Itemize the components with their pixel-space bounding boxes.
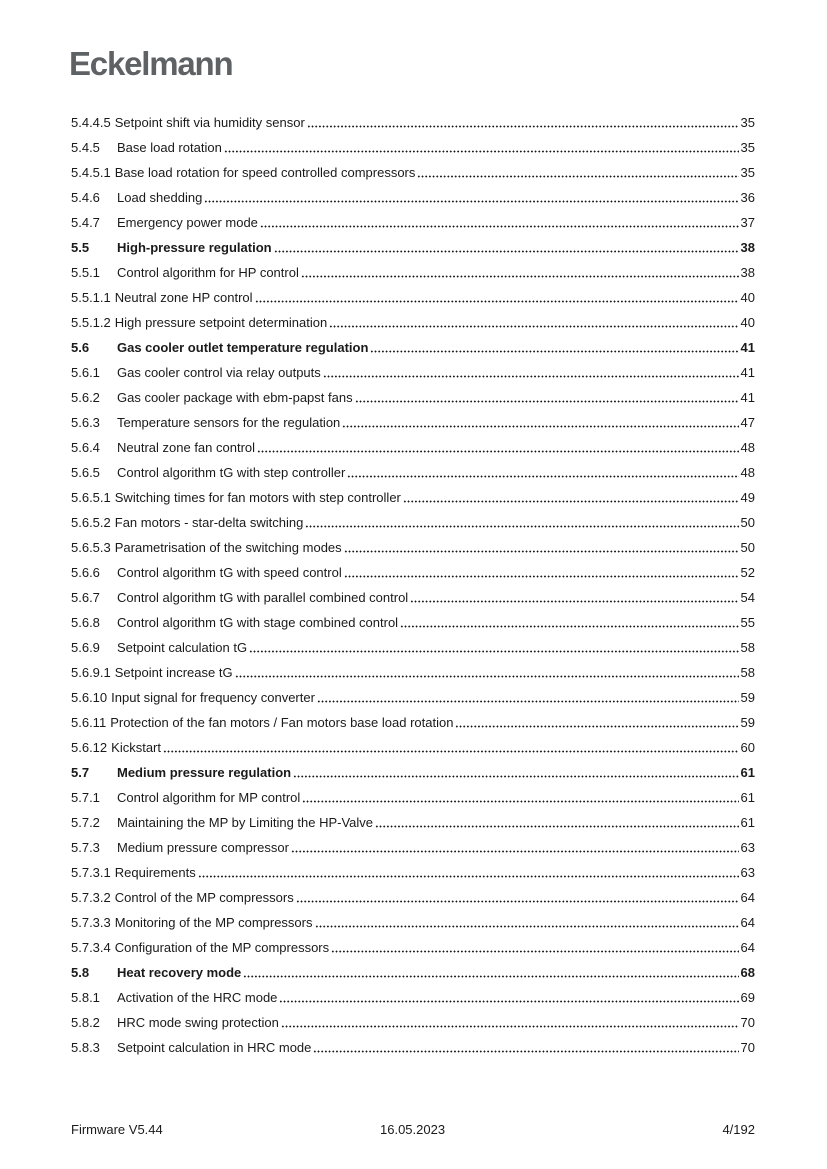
toc-entry-number: 5.5.1 — [71, 264, 100, 280]
toc-entry-page: 38 — [740, 239, 755, 255]
toc-entry-number: 5.7.3.2 — [71, 889, 111, 905]
toc-entry-title: Fan motors - star-delta switching — [114, 514, 304, 530]
toc-entry-number: 5.6.12 — [71, 739, 108, 755]
toc-entry-page: 70 — [740, 1039, 755, 1055]
toc-entry[interactable] — [71, 185, 755, 210]
dot-leader — [224, 150, 739, 153]
toc-entry-title: Load shedding — [117, 189, 203, 205]
toc-entry[interactable] — [71, 685, 755, 710]
toc-entry-page: 61 — [740, 764, 755, 780]
toc-entry-page: 54 — [740, 589, 755, 605]
toc-entry-page: 37 — [740, 214, 755, 230]
toc-entry[interactable] — [71, 135, 755, 160]
toc-entry-number: 5.6.9 — [71, 639, 100, 655]
toc-entry-page: 58 — [740, 664, 755, 680]
toc-entry[interactable] — [71, 935, 755, 960]
toc-entry-number: 5.6.5 — [71, 464, 100, 480]
toc-entry[interactable] — [71, 110, 755, 135]
toc-entry-title: Protection of the fan motors / Fan motors base load rotation — [110, 714, 454, 730]
toc-entry-number: 5.8.3 — [71, 1039, 100, 1055]
toc-entry-title: Control algorithm for MP control — [117, 789, 301, 805]
toc-entry-page: 58 — [740, 639, 755, 655]
dot-leader — [400, 625, 738, 628]
toc-entry-title: Heat recovery mode — [117, 964, 242, 980]
toc-entry[interactable] — [71, 585, 755, 610]
dot-leader — [417, 175, 738, 178]
toc-entry[interactable] — [71, 460, 755, 485]
dot-leader — [274, 250, 739, 253]
toc-entry[interactable] — [71, 435, 755, 460]
toc-entry-page: 61 — [740, 814, 755, 830]
toc-entry-title: Neutral zone HP control — [114, 289, 253, 305]
dot-leader — [323, 375, 739, 378]
toc-entry[interactable] — [71, 835, 755, 860]
dot-leader — [204, 200, 738, 203]
dot-leader — [344, 575, 739, 578]
toc-entry[interactable] — [71, 860, 755, 885]
toc-entry-title: Control algorithm tG with stage combined control — [117, 614, 399, 630]
toc-entry-page: 47 — [740, 414, 755, 430]
dot-leader — [249, 650, 738, 653]
toc-entry-title: Maintaining the MP by Limiting the HP-Valve — [117, 814, 374, 830]
toc-entry-title: Parametrisation of the switching modes — [114, 539, 342, 555]
toc-entry-page: 50 — [740, 514, 755, 530]
toc-entry-number: 5.7.3 — [71, 839, 100, 855]
toc-entry-title: Control algorithm tG with parallel combined control — [117, 589, 409, 605]
toc-entry-number: 5.4.5 — [71, 139, 100, 155]
dot-leader — [257, 450, 739, 453]
dot-leader — [315, 925, 739, 928]
toc-entry-page: 35 — [740, 164, 755, 180]
toc-entry-number: 5.6.5.2 — [71, 514, 111, 530]
toc-entry-title: Control algorithm for HP control — [117, 264, 299, 280]
toc-entry-page: 52 — [740, 564, 755, 580]
toc-entry-page: 50 — [740, 539, 755, 555]
toc-entry-page: 41 — [740, 339, 755, 355]
toc-entry[interactable] — [71, 985, 755, 1010]
toc-entry[interactable] — [71, 385, 755, 410]
toc-entry-title: Neutral zone fan control — [117, 439, 256, 455]
toc-entry-title: Base load rotation — [117, 139, 222, 155]
toc-entry-title: Gas cooler outlet temperature regulation — [117, 339, 369, 355]
toc-entry-page: 38 — [740, 264, 755, 280]
toc-entry[interactable] — [71, 510, 755, 535]
toc-entry-page: 59 — [740, 714, 755, 730]
dot-leader — [279, 1000, 738, 1003]
dot-leader — [302, 800, 738, 803]
toc-entry[interactable] — [71, 485, 755, 510]
toc-entry[interactable] — [71, 360, 755, 385]
toc-entry[interactable] — [71, 560, 755, 585]
dot-leader — [260, 225, 739, 228]
toc-entry-page: 61 — [740, 789, 755, 805]
toc-entry-title: Medium pressure compressor — [117, 839, 289, 855]
toc-entry-title: Monitoring of the MP compressors — [114, 914, 313, 930]
toc-entry-number: 5.6.3 — [71, 414, 100, 430]
dot-leader — [375, 825, 738, 828]
toc-entry-page: 69 — [740, 989, 755, 1005]
toc-entry-number: 5.8.1 — [71, 989, 100, 1005]
toc-entry-page: 35 — [740, 114, 755, 130]
toc-entry-number: 5.7.3.1 — [71, 864, 111, 880]
toc-entry[interactable] — [71, 785, 755, 810]
toc-entry-number: 5.4.4.5 — [71, 114, 111, 130]
toc-entry[interactable] — [71, 960, 755, 985]
toc-entry-number: 5.6.10 — [71, 689, 108, 705]
toc-entry-page: 64 — [740, 914, 755, 930]
toc-entry-page: 36 — [740, 189, 755, 205]
dot-leader — [331, 950, 738, 953]
dot-leader — [235, 675, 739, 678]
toc-entry-title: Control algorithm tG with step controller — [117, 464, 346, 480]
toc-entry-title: HRC mode swing protection — [117, 1014, 279, 1030]
toc-entry[interactable] — [71, 635, 755, 660]
toc-entry-number: 5.5.1.1 — [71, 289, 111, 305]
dot-leader — [198, 875, 739, 878]
toc-entry-title: Setpoint shift via humidity sensor — [114, 114, 305, 130]
toc-entry-title: Gas cooler control via relay outputs — [117, 364, 321, 380]
toc-entry-page: 40 — [740, 289, 755, 305]
toc-entry-number: 5.5 — [71, 239, 90, 255]
dot-leader — [410, 600, 738, 603]
dot-leader — [281, 1025, 739, 1028]
toc-entry-page: 70 — [740, 1014, 755, 1030]
toc-entry[interactable] — [71, 285, 755, 310]
toc-entry-page: 41 — [740, 364, 755, 380]
dot-leader — [329, 325, 738, 328]
dot-leader — [344, 550, 739, 553]
toc-entry-page: 35 — [740, 139, 755, 155]
dot-leader — [313, 1050, 738, 1053]
toc-entry-page: 63 — [740, 864, 755, 880]
toc-entry[interactable] — [71, 710, 755, 735]
toc-entry-page: 63 — [740, 839, 755, 855]
toc-entry-title: Medium pressure regulation — [117, 764, 292, 780]
toc-entry-title: Activation of the HRC mode — [117, 989, 278, 1005]
toc-entry[interactable] — [71, 310, 755, 335]
toc-entry-number: 5.4.6 — [71, 189, 100, 205]
toc-entry[interactable] — [71, 1010, 755, 1035]
dot-leader — [243, 975, 738, 978]
toc-entry-number: 5.6.4 — [71, 439, 100, 455]
toc-entry-number: 5.6.7 — [71, 589, 100, 605]
toc-entry-title: Configuration of the MP compressors — [114, 939, 330, 955]
toc-entry-page: 64 — [740, 889, 755, 905]
dot-leader — [296, 900, 739, 903]
toc-entry[interactable] — [71, 410, 755, 435]
toc-entry-number: 5.5.1.2 — [71, 314, 111, 330]
toc-entry-title: Switching times for fan motors with step controller — [114, 489, 401, 505]
toc-entry-page: 60 — [740, 739, 755, 755]
dot-leader — [355, 400, 739, 403]
toc-entry-number: 5.7.3.3 — [71, 914, 111, 930]
toc-entry-page: 40 — [740, 314, 755, 330]
toc-entry-title: Setpoint increase tG — [114, 664, 233, 680]
dot-leader — [342, 425, 738, 428]
toc-entry[interactable] — [71, 535, 755, 560]
toc-entry-number: 5.6.11 — [71, 714, 107, 730]
toc-entry-title: Kickstart — [111, 739, 161, 755]
toc-entry-page: 48 — [740, 464, 755, 480]
toc-entry[interactable] — [71, 885, 755, 910]
toc-entry-page: 64 — [740, 939, 755, 955]
toc-entry[interactable] — [71, 910, 755, 935]
toc-entry-number: 5.7.3.4 — [71, 939, 111, 955]
toc-entry[interactable] — [71, 335, 755, 360]
toc-entry[interactable] — [71, 235, 755, 260]
toc-entry-number: 5.7.1 — [71, 789, 100, 805]
dot-leader — [307, 125, 739, 128]
toc-entry-number: 5.6.5.1 — [71, 489, 111, 505]
toc-entry[interactable] — [71, 610, 755, 635]
dot-leader — [317, 700, 739, 703]
toc-entry-page: 41 — [740, 389, 755, 405]
toc-entry-number: 5.6.6 — [71, 564, 100, 580]
toc-entry-number: 5.4.7 — [71, 214, 100, 230]
toc-entry-number: 5.7 — [71, 764, 90, 780]
toc-entry-page: 48 — [740, 439, 755, 455]
toc-entry[interactable] — [71, 760, 755, 785]
dot-leader — [291, 850, 739, 853]
toc-entry[interactable] — [71, 210, 755, 235]
toc-entry[interactable] — [71, 810, 755, 835]
toc-entry-page: 49 — [740, 489, 755, 505]
toc-entry-page: 59 — [740, 689, 755, 705]
toc-entry[interactable] — [71, 160, 755, 185]
toc-entry[interactable] — [71, 260, 755, 285]
dot-leader — [305, 525, 738, 528]
dot-leader — [163, 750, 739, 753]
eckelmann-logo: Eckelmann — [69, 45, 233, 82]
toc-entry-title: High pressure setpoint determination — [114, 314, 328, 330]
toc-entry-title: Base load rotation for speed controlled compressors — [114, 164, 416, 180]
toc-entry-title: Control algorithm tG with speed control — [117, 564, 342, 580]
footer-page-number: 4/192 — [722, 1122, 755, 1137]
toc-entry-number: 5.6.1 — [71, 364, 100, 380]
toc-entry-number: 5.8.2 — [71, 1014, 100, 1030]
footer-firmware: Firmware V5.44 — [71, 1122, 163, 1137]
toc-entry-number: 5.8 — [71, 964, 90, 980]
toc-entry-number: 5.6.2 — [71, 389, 100, 405]
dot-leader — [293, 775, 738, 778]
toc-entry-title: Setpoint calculation tG — [117, 639, 248, 655]
toc-entry-title: Gas cooler package with ebm-papst fans — [117, 389, 353, 405]
toc-entry-number: 5.6.8 — [71, 614, 100, 630]
toc-entry-number: 5.7.2 — [71, 814, 100, 830]
toc-entry[interactable] — [71, 1035, 755, 1060]
toc-entry-title: Requirements — [114, 864, 196, 880]
dot-leader — [255, 300, 739, 303]
toc-entry-page: 55 — [740, 614, 755, 630]
toc-entry-number: 5.6.5.3 — [71, 539, 111, 555]
table-of-contents — [71, 110, 755, 1060]
toc-entry-title: Control of the MP compressors — [114, 889, 294, 905]
toc-entry-title: High-pressure regulation — [117, 239, 272, 255]
toc-entry-number: 5.6 — [71, 339, 90, 355]
toc-entry-number: 5.6.9.1 — [71, 664, 111, 680]
footer-date: 16.05.2023 — [380, 1122, 446, 1137]
dot-leader — [403, 500, 739, 503]
toc-entry-title: Emergency power mode — [117, 214, 258, 230]
dot-leader — [347, 475, 738, 478]
dot-leader — [301, 275, 739, 278]
dot-leader — [455, 725, 738, 728]
dot-leader — [370, 350, 738, 353]
toc-entry-title: Temperature sensors for the regulation — [117, 414, 341, 430]
toc-entry-title: Setpoint calculation in HRC mode — [117, 1039, 312, 1055]
toc-entry-page: 68 — [740, 964, 755, 980]
toc-entry-number: 5.4.5.1 — [71, 164, 111, 180]
toc-entry[interactable] — [71, 660, 755, 685]
toc-entry-title: Input signal for frequency converter — [111, 689, 315, 705]
toc-entry[interactable] — [71, 735, 755, 760]
